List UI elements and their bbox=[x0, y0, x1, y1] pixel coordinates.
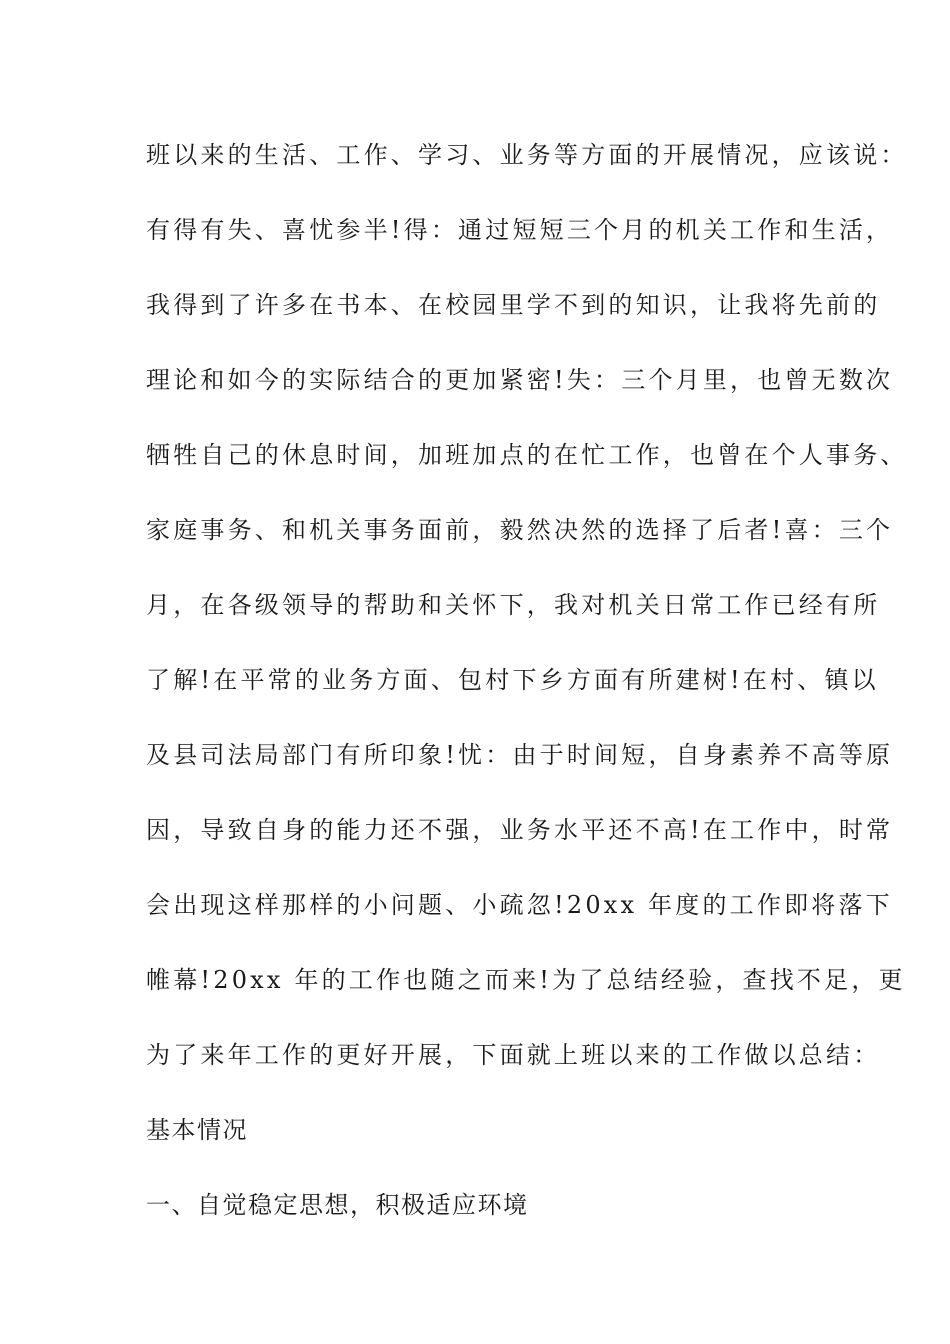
paragraph-line-6: 家庭事务、和机关事务面前，毅然决然的选择了后者!喜：三个 bbox=[146, 516, 894, 544]
section-heading: 基本情况 bbox=[146, 1116, 248, 1144]
paragraph-line-12: 帷幕!20xx 年的工作也随之而来!为了总结经验，查找不足，更 bbox=[146, 966, 906, 994]
paragraph-line-8: 了解!在平常的业务方面、包村下乡方面有所建树!在村、镇以 bbox=[146, 666, 879, 694]
paragraph-line-10: 因，导致自身的能力还不强，业务水平还不高!在工作中，时常 bbox=[146, 816, 894, 844]
subsection-heading: 一、自觉稳定思想，积极适应环境 bbox=[146, 1191, 529, 1219]
document-body bbox=[146, 128, 908, 1253]
paragraph-line-3: 我得到了许多在书本、在校园里学不到的知识，让我将先前的 bbox=[146, 291, 881, 319]
paragraph-line-7: 月，在各级领导的帮助和关怀下，我对机关日常工作已经有所 bbox=[146, 591, 881, 619]
paragraph-line-4: 理论和如今的实际结合的更加紧密!失：三个月里，也曾无数次 bbox=[146, 366, 894, 394]
paragraph-line-2: 有得有失、喜忧参半!得：通过短短三个月的机关工作和生活， bbox=[146, 216, 894, 244]
paragraph-line-9: 及县司法局部门有所印象!忧：由于时间短，自身素养不高等原 bbox=[146, 741, 894, 769]
paragraph-line-1: 班以来的生活、工作、学习、业务等方面的开展情况，应该说： bbox=[146, 141, 908, 169]
paragraph-line-13: 为了来年工作的更好开展，下面就上班以来的工作做以总结： bbox=[146, 1041, 881, 1069]
paragraph-line-5: 牺牲自己的休息时间，加班加点的在忙工作，也曾在个人事务、 bbox=[146, 441, 908, 469]
paragraph-line-11: 会出现这样那样的小问题、小疏忽!20xx 年度的工作即将落下 bbox=[146, 891, 893, 919]
